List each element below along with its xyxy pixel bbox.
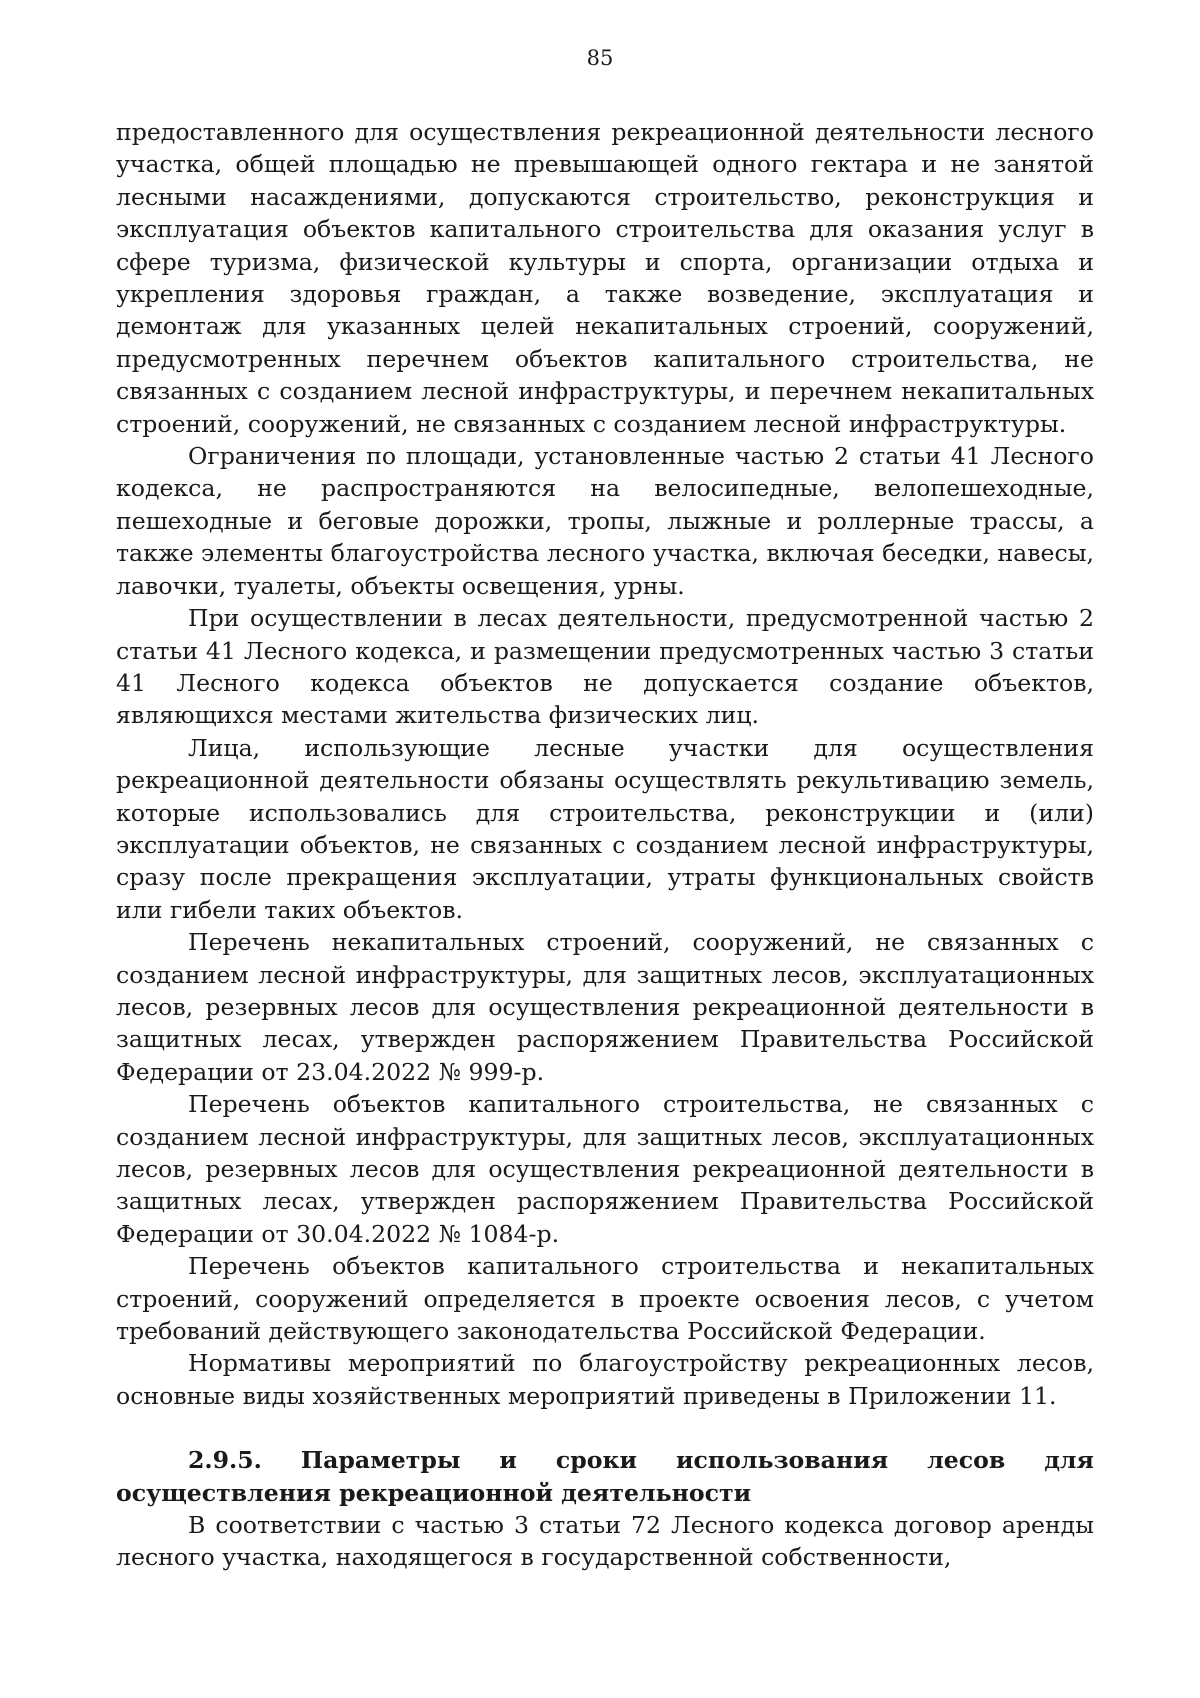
paragraph-noncapital-list: Перечень некапитальных строений, сооружений, не связанных с созданием лесной инфраструктуры, для защитных лесов, эксплуатационных лесов, резервных лесов для осуществления рекреационной деятельности в защитных лесах, утвержден распоряжением Правительства Российской Федерации от 23.04.2022 № 999-р. (116, 928, 1094, 1086)
paragraph-area-limits: Ограничения по площади, установленные частью 2 статьи 41 Лесного кодекса, не распространяются на велосипедные, велопешеходные, пешеходные и беговые дорожки, тропы, лыжные и роллерные трассы, а также элементы благоустройства лесного участка, включая беседки, навесы, лавочки, туалеты, объекты освещения, урны. (116, 442, 1094, 600)
paragraph-recultivation: Лица, использующие лесные участки для осуществления рекреационной деятельности обязаны осуществлять рекультивацию земель, которые использовались для строительства, реконструкции и (или) эксплуатации объектов, не связанных с созданием лесной инфраструктуры, сразу после прекращения эксплуатации, утраты функциональных свойств или гибели таких объектов. (116, 733, 1094, 924)
paragraph-project-list: Перечень объектов капитального строительства и некапитальных строений, сооружений определяется в проекте освоения лесов, с учетом требований действующего законодательства Российской Федерации. (116, 1252, 1094, 1346)
paragraph-capital-list: Перечень объектов капитального строительства, не связанных с созданием лесной инфраструктуры, для защитных лесов, эксплуатационных лесов, резервных лесов для осуществления рекреационной деятельности в защитных лесах, утвержден распоряжением Правительства Российской Федерации от 30.04.2022 № 1084-р. (116, 1090, 1094, 1248)
page-number: 85 (586, 46, 614, 70)
paragraph-lease-contract: В соответствии с частью 3 статьи 72 Лесного кодекса договор аренды лесного участка, находящегося в государственной собственности, (116, 1511, 1094, 1572)
paragraph-continuation: предоставленного для осуществления рекреационной деятельности лесного участка, общей площадью не превышающей одного гектара и не занятой лесными насаждениями, допускаются строительство, реконструкция и эксплуатация объектов капитального строительства для оказания услуг в сфере туризма, физической культуры и спорта, организации отдыха и укрепления здоровья граждан, а также возведение, эксплуатация и демонтаж для указанных целей некапитальных строений, сооружений, предусмотренных перечнем объектов капитального строительства, не связанных с созданием лесной инфраструктуры, и перечнем некапитальных строений, сооружений, не связанных с созданием лесной инфраструктуры. (116, 118, 1094, 438)
paragraph-standards: Нормативы мероприятий по благоустройству рекреационных лесов, основные виды хозяйственных мероприятий приведены в Приложении 11. (116, 1349, 1094, 1410)
document-body (116, 116, 1094, 1574)
section-heading: 2.9.5. Параметры и сроки использования лесов для осуществления рекреационной деятельности (116, 1446, 1094, 1507)
paragraph-residence-ban: При осуществлении в лесах деятельности, предусмотренной частью 2 статьи 41 Лесного кодекса, и размещении предусмотренных частью 3 статьи 41 Лесного кодекса объектов не допускается создание объектов, являющихся местами жительства физических лиц. (116, 604, 1094, 730)
